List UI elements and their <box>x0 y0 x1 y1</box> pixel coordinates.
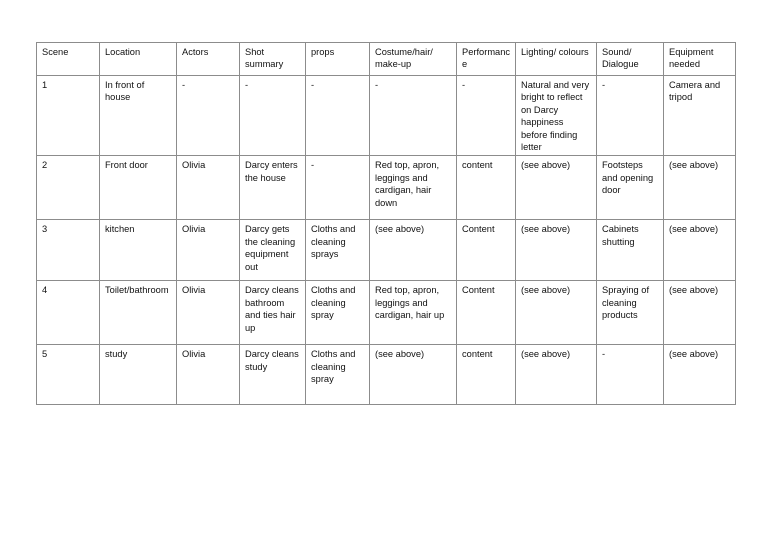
cell-costume: - <box>370 76 457 156</box>
cell-equipment: (see above) <box>664 156 736 220</box>
cell-costume: (see above) <box>370 345 457 405</box>
cell-actors: Olivia <box>177 156 240 220</box>
cell-costume: Red top, apron, leggings and cardigan, hair down <box>370 156 457 220</box>
cell-props: - <box>306 156 370 220</box>
shot-list-document <box>36 42 735 405</box>
header-scene: Scene <box>37 43 100 76</box>
cell-equipment: (see above) <box>664 281 736 345</box>
cell-sound: Cabinets shutting <box>597 220 664 281</box>
cell-lighting: (see above) <box>516 220 597 281</box>
cell-shot-summary: Darcy cleans study <box>240 345 306 405</box>
table-row <box>37 281 736 345</box>
header-equipment: Equipment needed <box>664 43 736 76</box>
cell-lighting: (see above) <box>516 156 597 220</box>
cell-props: - <box>306 76 370 156</box>
header-lighting: Lighting/ colours <box>516 43 597 76</box>
header-costume: Costume/hair/ make-up <box>370 43 457 76</box>
cell-costume: (see above) <box>370 220 457 281</box>
cell-costume: Red top, apron, leggings and cardigan, hair up <box>370 281 457 345</box>
cell-lighting: (see above) <box>516 281 597 345</box>
header-shot-summary: Shot summary <box>240 43 306 76</box>
cell-location: Toilet/bathroom <box>100 281 177 345</box>
table-row <box>37 220 736 281</box>
header-sound: Sound/ Dialogue <box>597 43 664 76</box>
shot-list-table <box>36 42 736 405</box>
table-row <box>37 156 736 220</box>
cell-scene: 3 <box>37 220 100 281</box>
cell-equipment: Camera and tripod <box>664 76 736 156</box>
cell-performance: Content <box>457 220 516 281</box>
cell-actors: Olivia <box>177 345 240 405</box>
cell-shot-summary: Darcy gets the cleaning equipment out <box>240 220 306 281</box>
cell-location: Front door <box>100 156 177 220</box>
cell-performance: content <box>457 345 516 405</box>
cell-actors: - <box>177 76 240 156</box>
cell-location: study <box>100 345 177 405</box>
cell-sound: - <box>597 76 664 156</box>
cell-performance: content <box>457 156 516 220</box>
cell-location: kitchen <box>100 220 177 281</box>
cell-location: In front of house <box>100 76 177 156</box>
table-row <box>37 76 736 156</box>
header-props: props <box>306 43 370 76</box>
cell-sound: - <box>597 345 664 405</box>
header-location: Location <box>100 43 177 76</box>
table-row <box>37 345 736 405</box>
cell-props: Cloths and cleaning spray <box>306 281 370 345</box>
cell-performance: Content <box>457 281 516 345</box>
cell-equipment: (see above) <box>664 220 736 281</box>
cell-shot-summary: - <box>240 76 306 156</box>
cell-sound: Footsteps and opening door <box>597 156 664 220</box>
header-row <box>37 43 736 76</box>
cell-shot-summary: Darcy cleans bathroom and ties hair up <box>240 281 306 345</box>
cell-lighting: Natural and very bright to reflect on Darcy happiness before finding letter <box>516 76 597 156</box>
cell-lighting: (see above) <box>516 345 597 405</box>
header-performance: Performance <box>457 43 516 76</box>
cell-sound: Spraying of cleaning products <box>597 281 664 345</box>
cell-performance: - <box>457 76 516 156</box>
cell-scene: 4 <box>37 281 100 345</box>
cell-shot-summary: Darcy enters the house <box>240 156 306 220</box>
cell-actors: Olivia <box>177 281 240 345</box>
cell-props: Cloths and cleaning sprays <box>306 220 370 281</box>
cell-scene: 5 <box>37 345 100 405</box>
cell-props: Cloths and cleaning spray <box>306 345 370 405</box>
cell-scene: 1 <box>37 76 100 156</box>
cell-scene: 2 <box>37 156 100 220</box>
header-actors: Actors <box>177 43 240 76</box>
cell-equipment: (see above) <box>664 345 736 405</box>
cell-actors: Olivia <box>177 220 240 281</box>
